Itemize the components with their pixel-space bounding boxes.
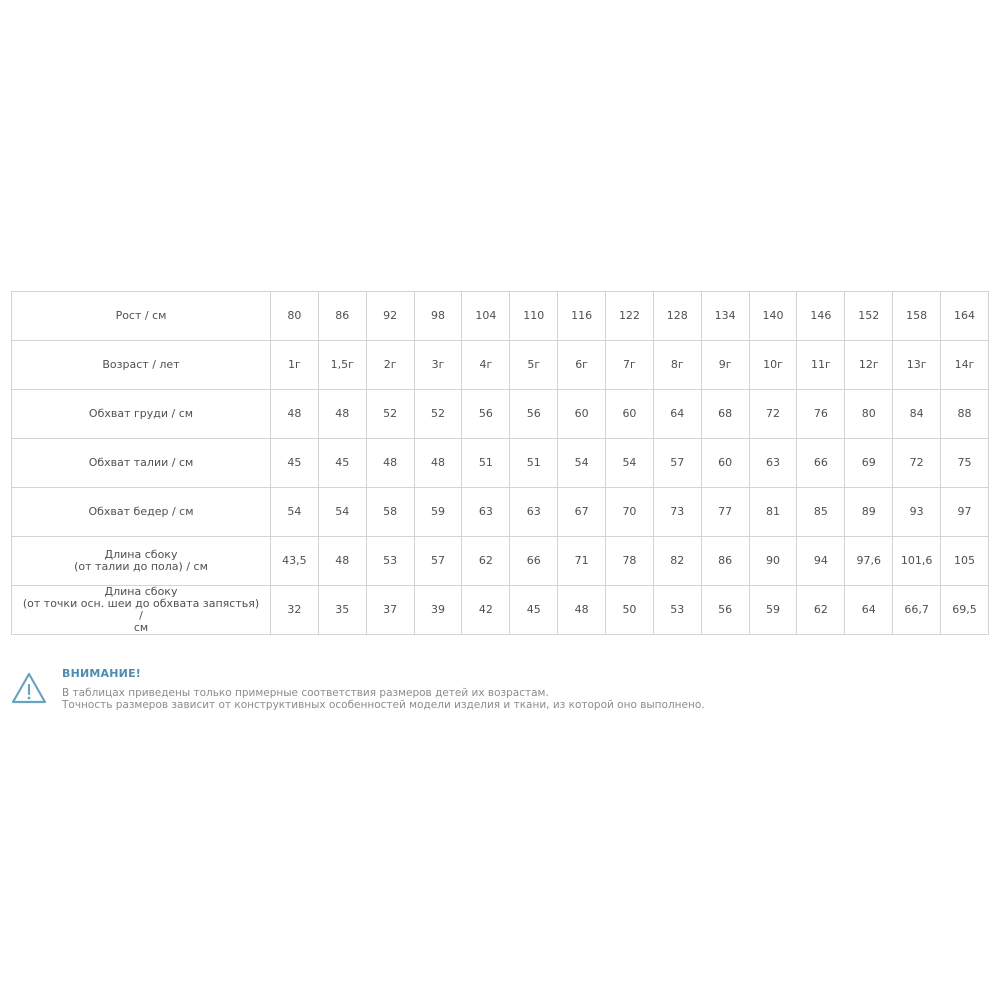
table-cell: 48 bbox=[318, 537, 366, 586]
row-label-line: см bbox=[133, 621, 149, 634]
table-cell: 62 bbox=[462, 537, 510, 586]
table-cell: 105 bbox=[941, 537, 989, 586]
table-cell: 8г bbox=[653, 341, 701, 390]
table-cell: 54 bbox=[318, 488, 366, 537]
table-cell: 59 bbox=[414, 488, 462, 537]
table-cell: 12г bbox=[845, 341, 893, 390]
row-label-line: Длина сбоку bbox=[104, 548, 178, 561]
table-cell: 69,5 bbox=[941, 586, 989, 635]
table-cell: 52 bbox=[414, 390, 462, 439]
table-cell: 158 bbox=[893, 292, 941, 341]
table-cell: 76 bbox=[797, 390, 845, 439]
row-label bbox=[12, 586, 271, 635]
table-cell: 75 bbox=[941, 439, 989, 488]
table-cell: 84 bbox=[893, 390, 941, 439]
table-cell: 104 bbox=[462, 292, 510, 341]
table-row bbox=[12, 439, 989, 488]
table-cell: 122 bbox=[606, 292, 654, 341]
table-cell: 80 bbox=[271, 292, 319, 341]
table-cell: 81 bbox=[749, 488, 797, 537]
table-cell: 13г bbox=[893, 341, 941, 390]
table-cell: 66 bbox=[797, 439, 845, 488]
table-cell: 80 bbox=[845, 390, 893, 439]
table-cell: 62 bbox=[797, 586, 845, 635]
table-cell: 51 bbox=[510, 439, 558, 488]
table-cell: 60 bbox=[606, 390, 654, 439]
table-cell: 51 bbox=[462, 439, 510, 488]
table-cell: 56 bbox=[701, 586, 749, 635]
table-cell: 63 bbox=[510, 488, 558, 537]
row-label-line: Длина сбоку bbox=[104, 585, 178, 598]
table-cell: 64 bbox=[845, 586, 893, 635]
table-cell: 110 bbox=[510, 292, 558, 341]
table-cell: 89 bbox=[845, 488, 893, 537]
table-row bbox=[12, 488, 989, 537]
table-cell: 57 bbox=[653, 439, 701, 488]
table-cell: 63 bbox=[462, 488, 510, 537]
table-row bbox=[12, 537, 989, 586]
table-cell: 14г bbox=[941, 341, 989, 390]
table-cell: 67 bbox=[558, 488, 606, 537]
table-cell: 134 bbox=[701, 292, 749, 341]
notice-title: ВНИМАНИЕ! bbox=[62, 667, 141, 680]
table-cell: 64 bbox=[653, 390, 701, 439]
table-cell: 77 bbox=[701, 488, 749, 537]
table-cell: 93 bbox=[893, 488, 941, 537]
table-cell: 59 bbox=[749, 586, 797, 635]
table-cell: 10г bbox=[749, 341, 797, 390]
size-chart-table bbox=[11, 291, 989, 635]
table-cell: 72 bbox=[749, 390, 797, 439]
table-cell: 57 bbox=[414, 537, 462, 586]
table-cell: 97,6 bbox=[845, 537, 893, 586]
table-cell: 63 bbox=[749, 439, 797, 488]
row-label bbox=[12, 537, 271, 586]
table-cell: 128 bbox=[653, 292, 701, 341]
table-cell: 60 bbox=[701, 439, 749, 488]
table-cell: 146 bbox=[797, 292, 845, 341]
table-cell: 58 bbox=[366, 488, 414, 537]
row-label bbox=[12, 390, 271, 439]
table-cell: 92 bbox=[366, 292, 414, 341]
table-cell: 1,5г bbox=[318, 341, 366, 390]
table-cell: 53 bbox=[366, 537, 414, 586]
table-cell: 56 bbox=[462, 390, 510, 439]
row-label-line: Возраст / лет bbox=[102, 358, 180, 371]
table-cell: 140 bbox=[749, 292, 797, 341]
row-label-line: Обхват талии / см bbox=[88, 456, 194, 469]
notice-text-line-1: В таблицах приведены только примерные соответствия размеров детей их возрастам. bbox=[62, 687, 549, 699]
table-cell: 48 bbox=[558, 586, 606, 635]
table-cell: 101,6 bbox=[893, 537, 941, 586]
table-cell: 48 bbox=[271, 390, 319, 439]
table-cell: 4г bbox=[462, 341, 510, 390]
notice-text-line-2: Точность размеров зависит от конструктивных особенностей модели изделия и ткани, из которой оно выполнено. bbox=[62, 699, 705, 711]
warning-triangle-icon bbox=[11, 672, 47, 704]
table-cell: 78 bbox=[606, 537, 654, 586]
table-cell: 82 bbox=[653, 537, 701, 586]
table-cell: 90 bbox=[749, 537, 797, 586]
table-cell: 66,7 bbox=[893, 586, 941, 635]
table-cell: 72 bbox=[893, 439, 941, 488]
table-cell: 53 bbox=[653, 586, 701, 635]
table-cell: 50 bbox=[606, 586, 654, 635]
table-cell: 35 bbox=[318, 586, 366, 635]
table-cell: 45 bbox=[510, 586, 558, 635]
table-row bbox=[12, 292, 989, 341]
attention-notice bbox=[11, 664, 711, 714]
row-label-line: Рост / см bbox=[115, 309, 167, 322]
table-cell: 60 bbox=[558, 390, 606, 439]
table-cell: 116 bbox=[558, 292, 606, 341]
table-cell: 68 bbox=[701, 390, 749, 439]
row-label-line: (от талии до пола) / см bbox=[74, 560, 208, 573]
table-cell: 86 bbox=[701, 537, 749, 586]
table-cell: 164 bbox=[941, 292, 989, 341]
table-cell: 32 bbox=[271, 586, 319, 635]
table-cell: 52 bbox=[366, 390, 414, 439]
table-cell: 11г bbox=[797, 341, 845, 390]
table-cell: 5г bbox=[510, 341, 558, 390]
table-cell: 2г bbox=[366, 341, 414, 390]
row-label-line: Обхват груди / см bbox=[88, 407, 194, 420]
table-cell: 70 bbox=[606, 488, 654, 537]
table-cell: 66 bbox=[510, 537, 558, 586]
table-cell: 37 bbox=[366, 586, 414, 635]
table-cell: 7г bbox=[606, 341, 654, 390]
table-cell: 85 bbox=[797, 488, 845, 537]
table-cell: 48 bbox=[318, 390, 366, 439]
table-row bbox=[12, 390, 989, 439]
table-cell: 9г bbox=[701, 341, 749, 390]
table-cell: 48 bbox=[414, 439, 462, 488]
table-cell: 97 bbox=[941, 488, 989, 537]
row-label bbox=[12, 439, 271, 488]
size-chart-body bbox=[12, 292, 989, 635]
table-cell: 56 bbox=[510, 390, 558, 439]
table-cell: 45 bbox=[271, 439, 319, 488]
row-label-line: (от точки осн. шеи до обхвата запястья) / bbox=[22, 597, 260, 622]
table-cell: 54 bbox=[271, 488, 319, 537]
table-cell: 69 bbox=[845, 439, 893, 488]
table-cell: 45 bbox=[318, 439, 366, 488]
table-cell: 73 bbox=[653, 488, 701, 537]
table-cell: 48 bbox=[366, 439, 414, 488]
table-cell: 71 bbox=[558, 537, 606, 586]
table-cell: 86 bbox=[318, 292, 366, 341]
table-row bbox=[12, 586, 989, 635]
table-cell: 88 bbox=[941, 390, 989, 439]
table-cell: 1г bbox=[271, 341, 319, 390]
table-cell: 54 bbox=[558, 439, 606, 488]
table-cell: 98 bbox=[414, 292, 462, 341]
row-label bbox=[12, 488, 271, 537]
row-label bbox=[12, 292, 271, 341]
table-cell: 3г bbox=[414, 341, 462, 390]
table-cell: 6г bbox=[558, 341, 606, 390]
table-cell: 39 bbox=[414, 586, 462, 635]
table-cell: 152 bbox=[845, 292, 893, 341]
row-label bbox=[12, 341, 271, 390]
table-cell: 54 bbox=[606, 439, 654, 488]
row-label-line: Обхват бедер / см bbox=[88, 505, 194, 518]
table-cell: 94 bbox=[797, 537, 845, 586]
table-cell: 42 bbox=[462, 586, 510, 635]
table-row bbox=[12, 341, 989, 390]
table-cell: 43,5 bbox=[271, 537, 319, 586]
